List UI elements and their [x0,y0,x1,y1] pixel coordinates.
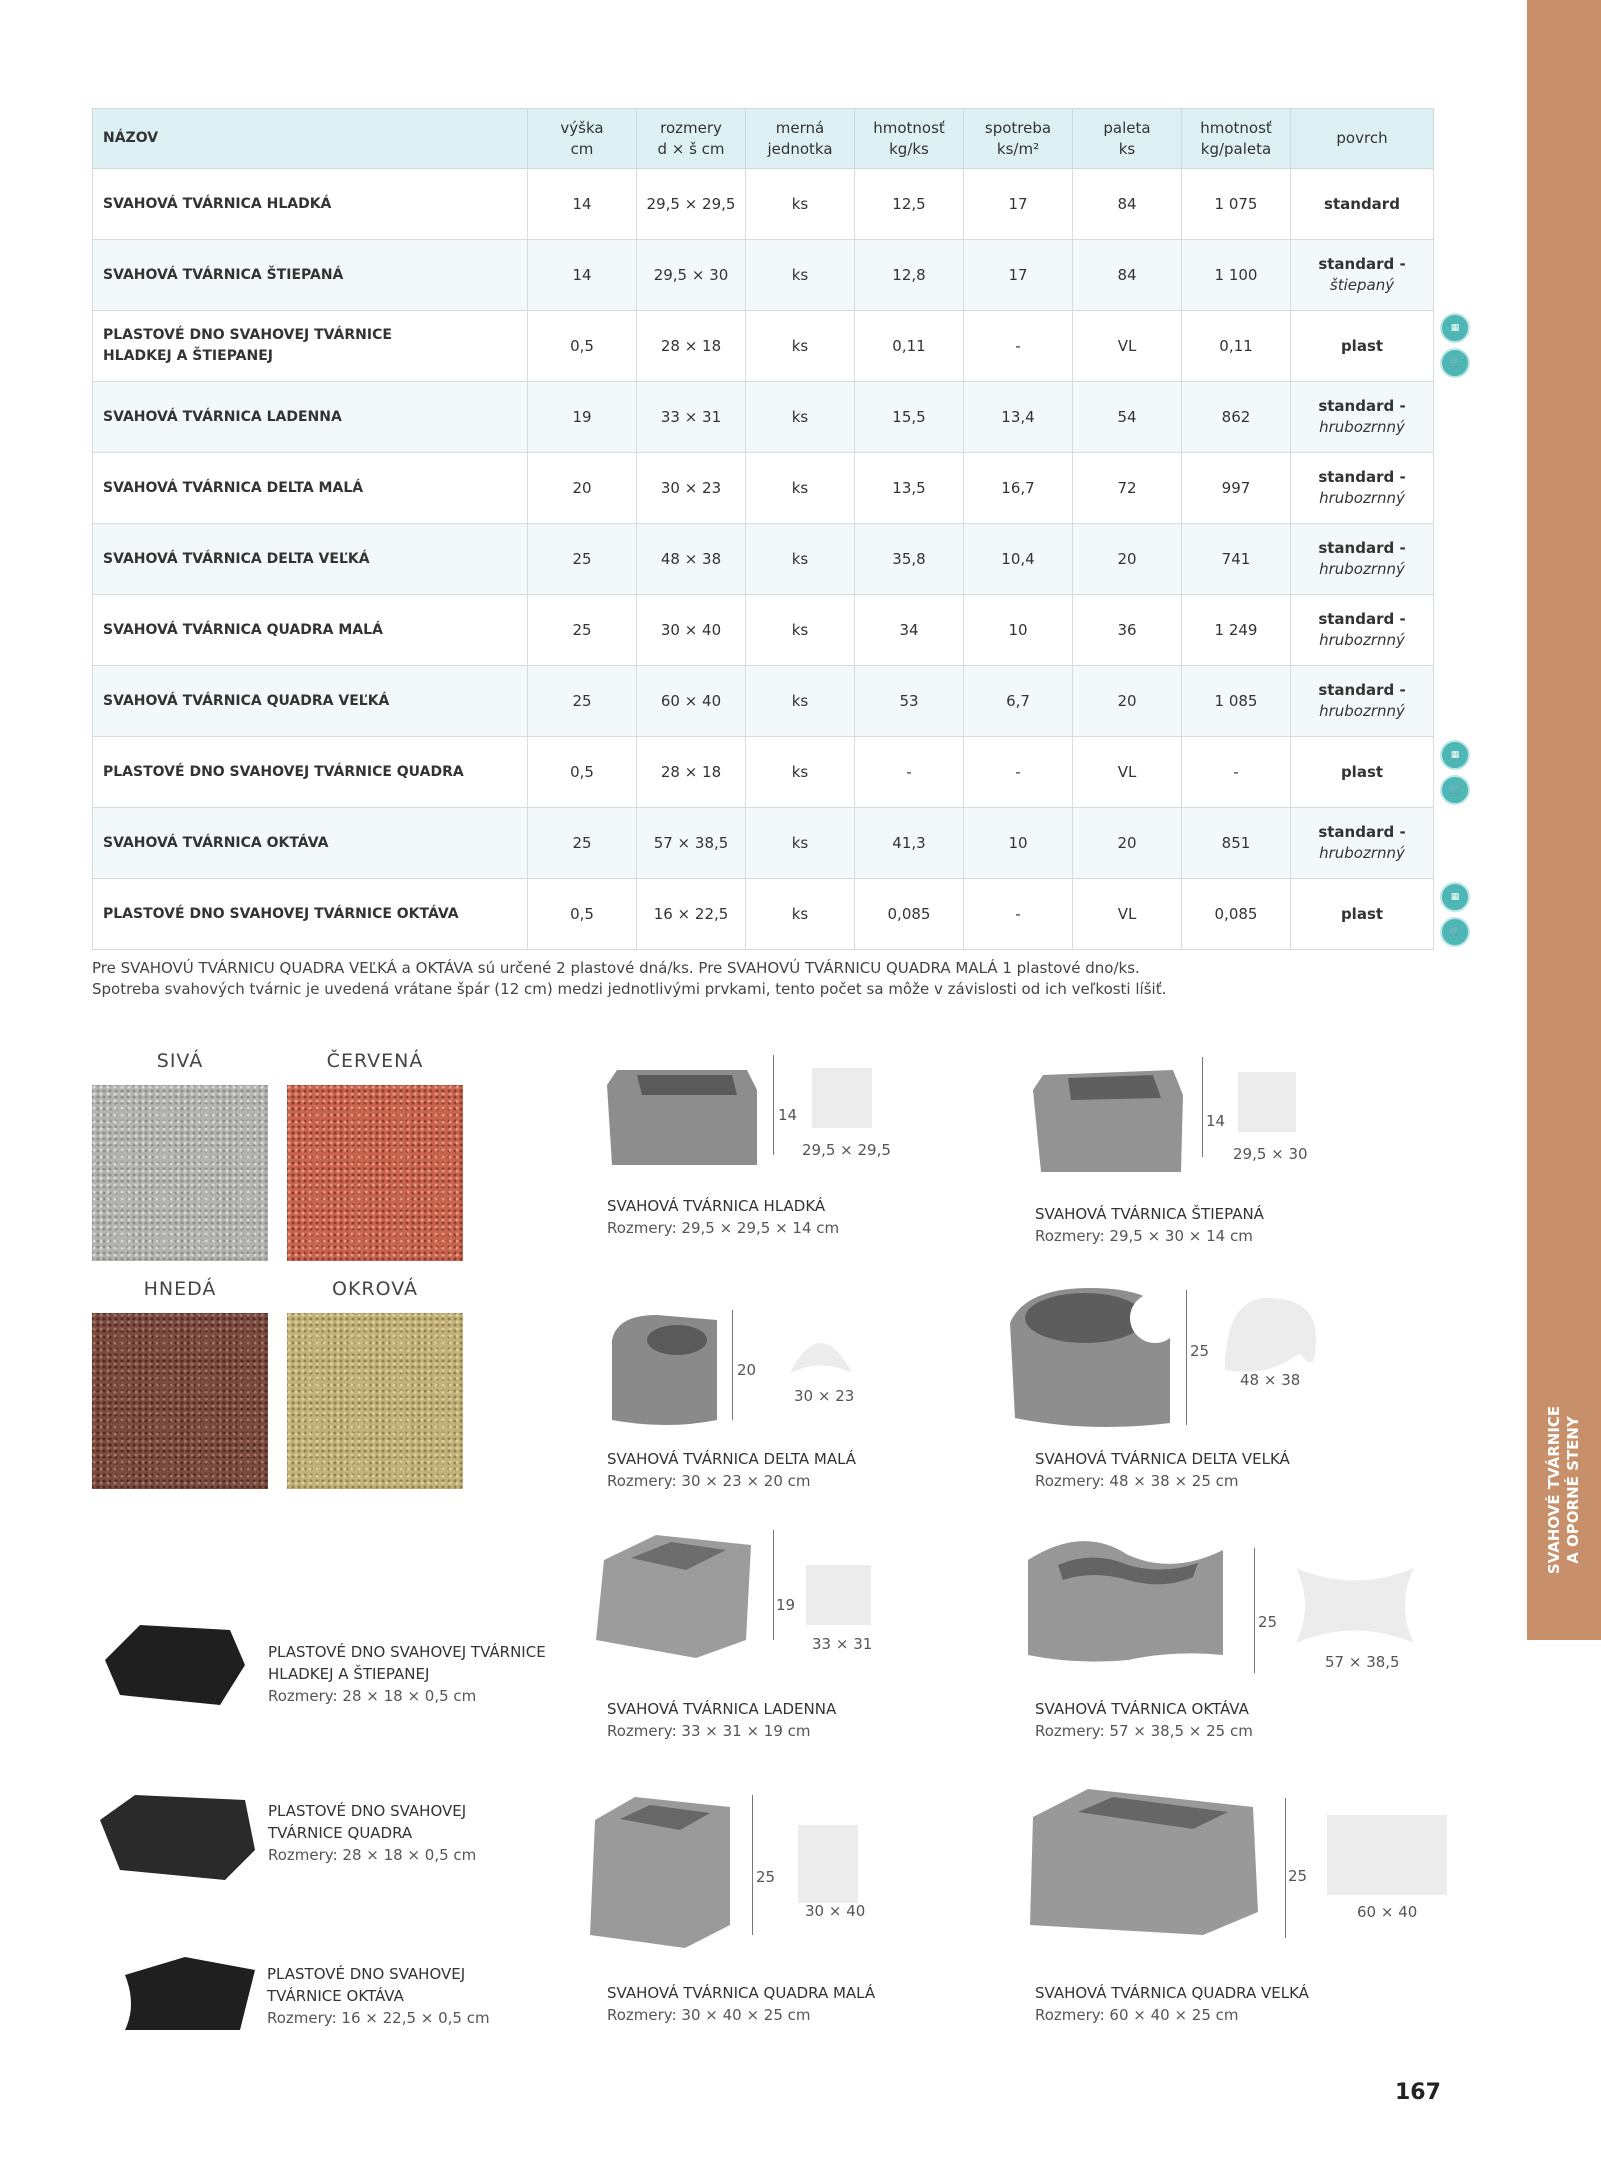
unit-cell: ks [746,311,855,382]
unit-cell: ks [746,595,855,666]
height-label: 19 [776,1596,796,1614]
pallet-cell: 20 [1073,808,1182,879]
footprint-label: 60 × 40 [1357,1903,1418,1921]
weight-cell: 15,5 [855,382,964,453]
plastic-bottom-image [100,1620,250,1710]
consumption-cell: 10,4 [964,524,1073,595]
height-cell: 19 [528,382,637,453]
color-label-grey: SIVÁ [156,1050,204,1072]
product-name-cell: PLASTOVÉ DNO SVAHOVEJ TVÁRNICE QUADRA [93,737,528,808]
footprint-shape [806,1565,871,1625]
table-row [93,879,1434,950]
product-caption: SVAHOVÁ TVÁRNICA OKTÁVA Rozmery: 57 × 38,5 × 25 cm [1035,1700,1253,1740]
height-line [773,1530,774,1640]
dims-cell: 28 × 18 [637,311,746,382]
weight-cell: 41,3 [855,808,964,879]
unit-cell: ks [746,382,855,453]
surface-cell: plast [1291,879,1434,950]
height-cell: 25 [528,808,637,879]
header-height: výška cm [528,109,637,169]
pallet-weight-cell: 1 075 [1182,169,1291,240]
height-cell: 0,5 [528,311,637,382]
product-name-cell: SVAHOVÁ TVÁRNICA ŠTIEPANÁ [93,240,528,311]
height-line [1186,1290,1187,1425]
height-cell: 25 [528,595,637,666]
surface-cell: standard - štiepaný [1291,240,1434,311]
product-name-cell: SVAHOVÁ TVÁRNICA OKTÁVA [93,808,528,879]
footprint-shape [1220,1298,1316,1378]
table-row [93,382,1434,453]
unit-cell: ks [746,240,855,311]
pallet-weight-cell: 1 100 [1182,240,1291,311]
consumption-cell: 6,7 [964,666,1073,737]
product-caption: SVAHOVÁ TVÁRNICA QUADRA MALÁ Rozmery: 30 × 40 × 25 cm [607,1984,876,2024]
product-spec-table [92,108,1434,950]
height-line [732,1310,733,1420]
weight-cell: 34 [855,595,964,666]
footprint-label: 30 × 23 [794,1387,855,1405]
table-row [93,240,1434,311]
header-dims: rozmery d × š cm [637,109,746,169]
plastic-bottom-caption: PLASTOVÉ DNO SVAHOVEJ TVÁRNICE OKTÁVA Rozmery: 16 × 22,5 × 0,5 cm [267,1965,490,2027]
block-image-delta-velka [1005,1283,1175,1428]
height-cell: 14 [528,169,637,240]
footprint-shape [798,1825,858,1903]
pallet-cell: VL [1073,737,1182,808]
cart-badge-icon: 🛒 [1440,917,1470,947]
table-row [93,737,1434,808]
pallet-weight-cell: 741 [1182,524,1291,595]
product-caption: SVAHOVÁ TVÁRNICA QUADRA VELKÁ Rozmery: 60 × 40 × 25 cm [1035,1984,1309,2024]
pallet-weight-cell: 862 [1182,382,1291,453]
product-name-cell: SVAHOVÁ TVÁRNICA QUADRA MALÁ [93,595,528,666]
pallet-cell: 54 [1073,382,1182,453]
dims-cell: 28 × 18 [637,737,746,808]
header-name: NÁZOV [93,109,528,169]
product-name-cell: SVAHOVÁ TVÁRNICA DELTA VEĽKÁ [93,524,528,595]
note-line: Pre SVAHOVÚ TVÁRNICU QUADRA VEĽKÁ a OKTÁVA sú určené 2 plastové dná/ks. Pre SVAHOVÚ TVÁRNICU QUADRA MALÁ 1 plastové dno/ks. [92,959,1140,977]
table-row [93,453,1434,524]
color-swatch-ochre [287,1313,463,1489]
footprint-label: 57 × 38,5 [1325,1653,1400,1671]
height-label: 25 [1288,1867,1308,1885]
pallet-weight-cell: - [1182,737,1291,808]
plastic-bottom-image [115,1955,260,2035]
pallet-weight-cell: 0,11 [1182,311,1291,382]
unit-cell: ks [746,879,855,950]
consumption-cell: - [964,311,1073,382]
footprint-label: 30 × 40 [805,1902,866,1920]
product-name-cell: PLASTOVÉ DNO SVAHOVEJ TVÁRNICE HLADKEJ A ŠTIEPANEJ [93,311,528,382]
plastic-bottom-caption: PLASTOVÉ DNO SVAHOVEJ TVÁRNICE HLADKEJ A ŠTIEPANEJ Rozmery: 28 × 18 × 0,5 cm [268,1643,546,1705]
dims-cell: 16 × 22,5 [637,879,746,950]
header-pallet: paleta ks [1073,109,1182,169]
page-number: 167 [1395,2080,1441,2105]
pallet-cell: 72 [1073,453,1182,524]
surface-cell: standard - hrubozrnný [1291,808,1434,879]
dims-cell: 29,5 × 29,5 [637,169,746,240]
weight-cell: 35,8 [855,524,964,595]
color-label-ochre: OKROVÁ [331,1278,419,1300]
consumption-cell: 10 [964,808,1073,879]
table-row [93,666,1434,737]
unit-cell: ks [746,453,855,524]
consumption-cell: - [964,737,1073,808]
consumption-cell: 16,7 [964,453,1073,524]
height-cell: 0,5 [528,879,637,950]
pallet-weight-cell: 851 [1182,808,1291,879]
consumption-cell: 10 [964,595,1073,666]
product-caption: SVAHOVÁ TVÁRNICA DELTA VELKÁ Rozmery: 48 × 38 × 25 cm [1035,1450,1290,1490]
surface-cell: standard [1291,169,1434,240]
table-row [93,524,1434,595]
header-surface: povrch [1291,109,1434,169]
dims-cell: 60 × 40 [637,666,746,737]
weight-cell: - [855,737,964,808]
surface-cell: standard - hrubozrnný [1291,595,1434,666]
footprint-label: 29,5 × 30 [1233,1145,1308,1163]
block-image-hladka [607,1055,757,1170]
product-name-cell: SVAHOVÁ TVÁRNICA DELTA MALÁ [93,453,528,524]
unit-cell: ks [746,737,855,808]
color-swatch-grey [92,1085,268,1261]
color-swatch-brown [92,1313,268,1489]
height-cell: 14 [528,240,637,311]
product-caption: SVAHOVÁ TVÁRNICA LADENNA Rozmery: 33 × 31 × 19 cm [607,1700,837,1740]
height-cell: 25 [528,666,637,737]
table-notes [92,958,1166,1000]
product-name-cell: PLASTOVÉ DNO SVAHOVEJ TVÁRNICE OKTÁVA [93,879,528,950]
weight-cell: 12,5 [855,169,964,240]
dims-cell: 30 × 23 [637,453,746,524]
table-header-row [93,109,1434,169]
height-label: 20 [737,1361,757,1379]
weight-cell: 0,085 [855,879,964,950]
height-label: 25 [1258,1613,1278,1631]
pallet-weight-cell: 1 249 [1182,595,1291,666]
block-image-delta-mala [607,1310,722,1430]
table-row [93,595,1434,666]
product-name-cell: SVAHOVÁ TVÁRNICA HLADKÁ [93,169,528,240]
weight-cell: 0,11 [855,311,964,382]
pallet-cell: 36 [1073,595,1182,666]
surface-cell: plast [1291,311,1434,382]
pallet-cell: 84 [1073,240,1182,311]
height-label: 25 [756,1868,776,1886]
dims-cell: 57 × 38,5 [637,808,746,879]
pallet-cell: VL [1073,311,1182,382]
footprint-shape [1296,1563,1414,1647]
surface-cell: plast [1291,737,1434,808]
height-label: 25 [1190,1342,1210,1360]
block-image-quadra-mala [590,1795,735,1950]
height-line [1202,1057,1203,1157]
footprint-shape [790,1328,852,1376]
height-cell: 25 [528,524,637,595]
height-label: 14 [1206,1112,1226,1130]
product-caption: SVAHOVÁ TVÁRNICA ŠTIEPANÁ Rozmery: 29,5 × 30 × 14 cm [1035,1205,1264,1245]
pallet-weight-cell: 997 [1182,453,1291,524]
height-line [752,1795,753,1935]
pallet-weight-cell: 0,085 [1182,879,1291,950]
weight-cell: 53 [855,666,964,737]
product-caption: SVAHOVÁ TVÁRNICA HLADKÁ Rozmery: 29,5 × 29,5 × 14 cm [607,1197,840,1237]
header-pallet-weight: hmotnosť kg/paleta [1182,109,1291,169]
color-label-red: ČERVENÁ [326,1050,424,1072]
surface-cell: standard - hrubozrnný [1291,453,1434,524]
consumption-cell: - [964,879,1073,950]
plastic-bottom-caption: PLASTOVÉ DNO SVAHOVEJ TVÁRNICE QUADRA Rozmery: 28 × 18 × 0,5 cm [268,1802,477,1864]
footprint-label: 29,5 × 29,5 [802,1141,891,1159]
side-tab [1527,0,1601,1640]
pallet-cell: 84 [1073,169,1182,240]
side-tab-label: SVAHOVÉ TVÁRNICE A OPORNÉ STENY [1545,1405,1582,1575]
pallet-cell: 20 [1073,666,1182,737]
cart-badge-icon: 🛒 [1440,775,1470,805]
surface-cell: standard - hrubozrnný [1291,666,1434,737]
consumption-cell: 17 [964,169,1073,240]
consumption-cell: 13,4 [964,382,1073,453]
table-row [93,169,1434,240]
height-label: 14 [778,1106,798,1124]
height-cell: 0,5 [528,737,637,808]
pallet-cell: VL [1073,879,1182,950]
consumption-cell: 17 [964,240,1073,311]
block-image-quadra-velka [1028,1787,1263,1937]
plastic-bottom-image [95,1790,260,1885]
header-unit: merná jednotka [746,109,855,169]
footprint-label: 48 × 38 [1240,1371,1301,1389]
pallet-weight-cell: 1 085 [1182,666,1291,737]
surface-cell: standard - hrubozrnný [1291,524,1434,595]
unit-cell: ks [746,524,855,595]
color-swatch-red [287,1085,463,1261]
unit-cell: ks [746,169,855,240]
unit-cell: ks [746,666,855,737]
dims-cell: 29,5 × 30 [637,240,746,311]
weight-cell: 12,8 [855,240,964,311]
footprint-shape [812,1068,872,1128]
table-row [93,808,1434,879]
height-line [1285,1798,1286,1938]
block-image-ladenna [596,1530,756,1660]
footprint-shape [1327,1815,1447,1895]
block-image-stiepana [1033,1060,1188,1175]
dims-cell: 48 × 38 [637,524,746,595]
dims-cell: 33 × 31 [637,382,746,453]
block-image-oktava [1023,1535,1228,1665]
note-line: Spotreba svahových tvárnic je uvedená vrátane špár (12 cm) medzi jednotlivými prvkami, tento počet sa môže v závislosti od ich veľkosti líšiť. [92,980,1167,998]
height-line [1254,1548,1255,1673]
color-label-brown: HNEDÁ [143,1278,217,1300]
cart-badge-icon: 🛒 [1440,348,1470,378]
surface-cell: standard - hrubozrnný [1291,382,1434,453]
header-weight: hmotnosť kg/ks [855,109,964,169]
header-consumption: spotreba ks/m² [964,109,1073,169]
unit-cell: ks [746,808,855,879]
weight-cell: 13,5 [855,453,964,524]
pallet-cell: 20 [1073,524,1182,595]
stock-badge-icon: ▦ [1440,882,1470,912]
stock-badge-icon: ▦ [1440,740,1470,770]
height-cell: 20 [528,453,637,524]
footprint-shape [1238,1072,1296,1132]
footprint-label: 33 × 31 [812,1635,873,1653]
product-name-cell: SVAHOVÁ TVÁRNICA LADENNA [93,382,528,453]
height-line [773,1055,774,1155]
dims-cell: 30 × 40 [637,595,746,666]
stock-badge-icon: ▦ [1440,313,1470,343]
product-name-cell: SVAHOVÁ TVÁRNICA QUADRA VEĽKÁ [93,666,528,737]
table-row [93,311,1434,382]
product-caption: SVAHOVÁ TVÁRNICA DELTA MALÁ Rozmery: 30 × 23 × 20 cm [607,1450,857,1490]
